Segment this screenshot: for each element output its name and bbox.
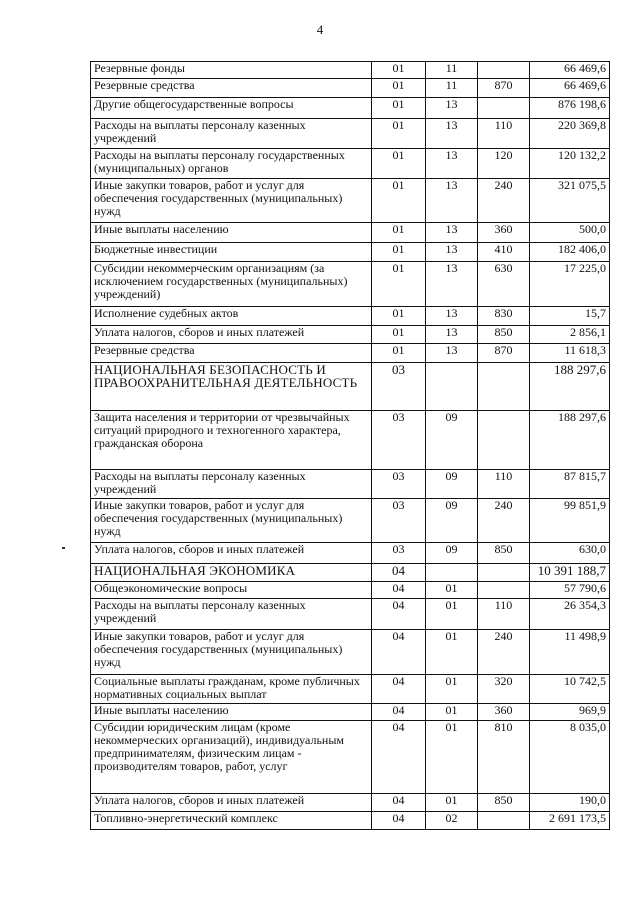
row-expense-type-cell: 850 [478, 794, 530, 812]
row-name-cell: Общеэкономические вопросы [91, 582, 372, 599]
row-name-cell: Уплата налогов, сборов и иных платежей [91, 326, 372, 344]
table-row [91, 243, 610, 262]
row-section-cell: 01 [372, 79, 426, 98]
row-name-cell: Иные закупки товаров, работ и услуг для обеспечения государственных (муниципальных) нужд [91, 630, 372, 675]
row-name-cell: Иные закупки товаров, работ и услуг для обеспечения государственных (муниципальных) нужд [91, 179, 372, 223]
page-number: 4 [316, 22, 324, 37]
table-row [91, 262, 610, 307]
row-amount-cell: 11 618,3 [530, 344, 610, 363]
row-name-cell: Другие общегосударственные вопросы [91, 98, 372, 119]
row-subsection-cell [426, 564, 478, 582]
table-row [91, 98, 610, 119]
table-row [91, 470, 610, 499]
row-section-cell: 03 [372, 363, 426, 411]
row-expense-type-cell [478, 564, 530, 582]
row-subsection-cell: 01 [426, 721, 478, 794]
row-subsection-cell: 09 [426, 543, 478, 564]
row-expense-type-cell: 240 [478, 499, 530, 543]
row-name-cell: Субсидии юридическим лицам (кроме некоммерческих организаций), индивидуальным предпринимателям, физическим лицам - производителям товаров, работ, услуг [91, 721, 372, 794]
row-amount-cell: 220 369,8 [530, 119, 610, 149]
row-amount-cell: 630,0 [530, 543, 610, 564]
row-name-cell: Бюджетные инвестиции [91, 243, 372, 262]
row-subsection-cell: 13 [426, 262, 478, 307]
row-subsection-cell: 09 [426, 470, 478, 499]
row-amount-cell: 87 815,7 [530, 470, 610, 499]
row-name-cell: НАЦИОНАЛЬНАЯ БЕЗОПАСНОСТЬ И ПРАВООХРАНИТЕЛЬНАЯ ДЕЯТЕЛЬНОСТЬ [91, 363, 372, 411]
row-amount-cell: 876 198,6 [530, 98, 610, 119]
row-expense-type-cell: 110 [478, 599, 530, 630]
row-section-cell: 04 [372, 630, 426, 675]
row-expense-type-cell: 360 [478, 704, 530, 721]
row-amount-cell: 969,9 [530, 704, 610, 721]
row-expense-type-cell: 410 [478, 243, 530, 262]
table-row [91, 307, 610, 326]
row-amount-cell: 8 035,0 [530, 721, 610, 794]
row-expense-type-cell [478, 411, 530, 470]
row-subsection-cell: 01 [426, 630, 478, 675]
table-row [91, 79, 610, 98]
table-row [91, 564, 610, 582]
row-expense-type-cell: 240 [478, 630, 530, 675]
row-name-cell: Резервные фонды [91, 62, 372, 79]
row-subsection-cell: 13 [426, 326, 478, 344]
row-amount-cell: 99 851,9 [530, 499, 610, 543]
table-row [91, 812, 610, 830]
row-expense-type-cell: 870 [478, 344, 530, 363]
row-expense-type-cell: 360 [478, 223, 530, 243]
table-row [91, 599, 610, 630]
row-section-cell: 01 [372, 179, 426, 223]
row-section-cell: 04 [372, 599, 426, 630]
row-amount-cell: 66 469,6 [530, 79, 610, 98]
table-row [91, 582, 610, 599]
row-expense-type-cell [478, 62, 530, 79]
row-amount-cell: 66 469,6 [530, 62, 610, 79]
row-name-cell: Уплата налогов, сборов и иных платежей [91, 543, 372, 564]
row-name-cell: Социальные выплаты гражданам, кроме публичных нормативных социальных выплат [91, 675, 372, 704]
row-name-cell: Резервные средства [91, 79, 372, 98]
row-name-cell: Расходы на выплаты персоналу казенных учреждений [91, 119, 372, 149]
row-name-cell: Расходы на выплаты персоналу казенных учреждений [91, 599, 372, 630]
row-section-cell: 03 [372, 411, 426, 470]
row-subsection-cell: 01 [426, 599, 478, 630]
table-row [91, 119, 610, 149]
row-name-cell: Топливно-энергетический комплекс [91, 812, 372, 830]
row-subsection-cell: 13 [426, 344, 478, 363]
row-section-cell: 01 [372, 243, 426, 262]
row-amount-cell: 190,0 [530, 794, 610, 812]
row-subsection-cell: 13 [426, 119, 478, 149]
table-row [91, 675, 610, 704]
table-row [91, 543, 610, 564]
row-amount-cell: 2 856,1 [530, 326, 610, 344]
row-amount-cell: 500,0 [530, 223, 610, 243]
row-expense-type-cell [478, 582, 530, 599]
row-section-cell: 04 [372, 704, 426, 721]
row-section-cell: 04 [372, 564, 426, 582]
row-subsection-cell: 13 [426, 98, 478, 119]
row-section-cell: 01 [372, 307, 426, 326]
row-subsection-cell [426, 363, 478, 411]
table-row [91, 499, 610, 543]
row-amount-cell: 10 742,5 [530, 675, 610, 704]
row-section-cell: 04 [372, 812, 426, 830]
table-row [91, 62, 610, 79]
row-section-cell: 01 [372, 98, 426, 119]
row-section-cell: 01 [372, 344, 426, 363]
row-amount-cell: 15,7 [530, 307, 610, 326]
row-name-cell: Защита населения и территории от чрезвычайных ситуаций природного и техногенного характера, гражданская оборона [91, 411, 372, 470]
row-subsection-cell: 13 [426, 149, 478, 179]
row-section-cell: 04 [372, 675, 426, 704]
row-name-cell: Иные выплаты населению [91, 223, 372, 243]
row-section-cell: 01 [372, 62, 426, 79]
row-expense-type-cell: 850 [478, 543, 530, 564]
row-amount-cell: 188 297,6 [530, 411, 610, 470]
row-amount-cell: 2 691 173,5 [530, 812, 610, 830]
row-section-cell: 04 [372, 794, 426, 812]
budget-table [90, 61, 610, 830]
row-section-cell: 01 [372, 326, 426, 344]
table-row [91, 223, 610, 243]
row-expense-type-cell: 120 [478, 149, 530, 179]
row-name-cell: Уплата налогов, сборов и иных платежей [91, 794, 372, 812]
table-row [91, 721, 610, 794]
row-amount-cell: 182 406,0 [530, 243, 610, 262]
row-amount-cell: 10 391 188,7 [530, 564, 610, 582]
table-row [91, 794, 610, 812]
row-subsection-cell: 11 [426, 62, 478, 79]
row-expense-type-cell: 320 [478, 675, 530, 704]
margin-mark [62, 547, 65, 549]
row-section-cell: 03 [372, 499, 426, 543]
row-amount-cell: 188 297,6 [530, 363, 610, 411]
row-subsection-cell: 01 [426, 582, 478, 599]
row-subsection-cell: 01 [426, 704, 478, 721]
row-name-cell: Иные выплаты населению [91, 704, 372, 721]
row-subsection-cell: 01 [426, 675, 478, 704]
row-expense-type-cell: 830 [478, 307, 530, 326]
row-section-cell: 01 [372, 262, 426, 307]
row-expense-type-cell: 630 [478, 262, 530, 307]
row-name-cell: Резервные средства [91, 344, 372, 363]
table-body [91, 62, 610, 830]
row-subsection-cell: 13 [426, 243, 478, 262]
row-expense-type-cell [478, 812, 530, 830]
row-expense-type-cell [478, 363, 530, 411]
row-subsection-cell: 11 [426, 79, 478, 98]
row-subsection-cell: 13 [426, 223, 478, 243]
row-name-cell: Расходы на выплаты персоналу государственных (муниципальных) органов [91, 149, 372, 179]
row-subsection-cell: 13 [426, 179, 478, 223]
table-row [91, 149, 610, 179]
row-subsection-cell: 13 [426, 307, 478, 326]
table-row [91, 411, 610, 470]
row-section-cell: 04 [372, 721, 426, 794]
row-name-cell: НАЦИОНАЛЬНАЯ ЭКОНОМИКА [91, 564, 372, 582]
row-section-cell: 04 [372, 582, 426, 599]
row-amount-cell: 11 498,9 [530, 630, 610, 675]
row-expense-type-cell [478, 98, 530, 119]
row-name-cell: Субсидии некоммерческим организациям (за исключением государственных (муниципальных) учреждений) [91, 262, 372, 307]
row-name-cell: Расходы на выплаты персоналу казенных учреждений [91, 470, 372, 499]
row-amount-cell: 26 354,3 [530, 599, 610, 630]
row-expense-type-cell: 240 [478, 179, 530, 223]
table-row [91, 179, 610, 223]
row-amount-cell: 57 790,6 [530, 582, 610, 599]
row-amount-cell: 321 075,5 [530, 179, 610, 223]
table-row [91, 630, 610, 675]
row-section-cell: 01 [372, 149, 426, 179]
row-amount-cell: 17 225,0 [530, 262, 610, 307]
table-row [91, 363, 610, 411]
row-name-cell: Исполнение судебных актов [91, 307, 372, 326]
row-section-cell: 01 [372, 223, 426, 243]
table-row [91, 344, 610, 363]
table-row [91, 326, 610, 344]
table-row [91, 704, 610, 721]
row-subsection-cell: 01 [426, 794, 478, 812]
row-expense-type-cell: 110 [478, 470, 530, 499]
row-section-cell: 03 [372, 470, 426, 499]
row-subsection-cell: 02 [426, 812, 478, 830]
row-name-cell: Иные закупки товаров, работ и услуг для обеспечения государственных (муниципальных) нужд [91, 499, 372, 543]
row-subsection-cell: 09 [426, 411, 478, 470]
row-section-cell: 03 [372, 543, 426, 564]
row-amount-cell: 120 132,2 [530, 149, 610, 179]
row-expense-type-cell: 870 [478, 79, 530, 98]
row-expense-type-cell: 110 [478, 119, 530, 149]
row-section-cell: 01 [372, 119, 426, 149]
row-subsection-cell: 09 [426, 499, 478, 543]
row-expense-type-cell: 810 [478, 721, 530, 794]
row-expense-type-cell: 850 [478, 326, 530, 344]
